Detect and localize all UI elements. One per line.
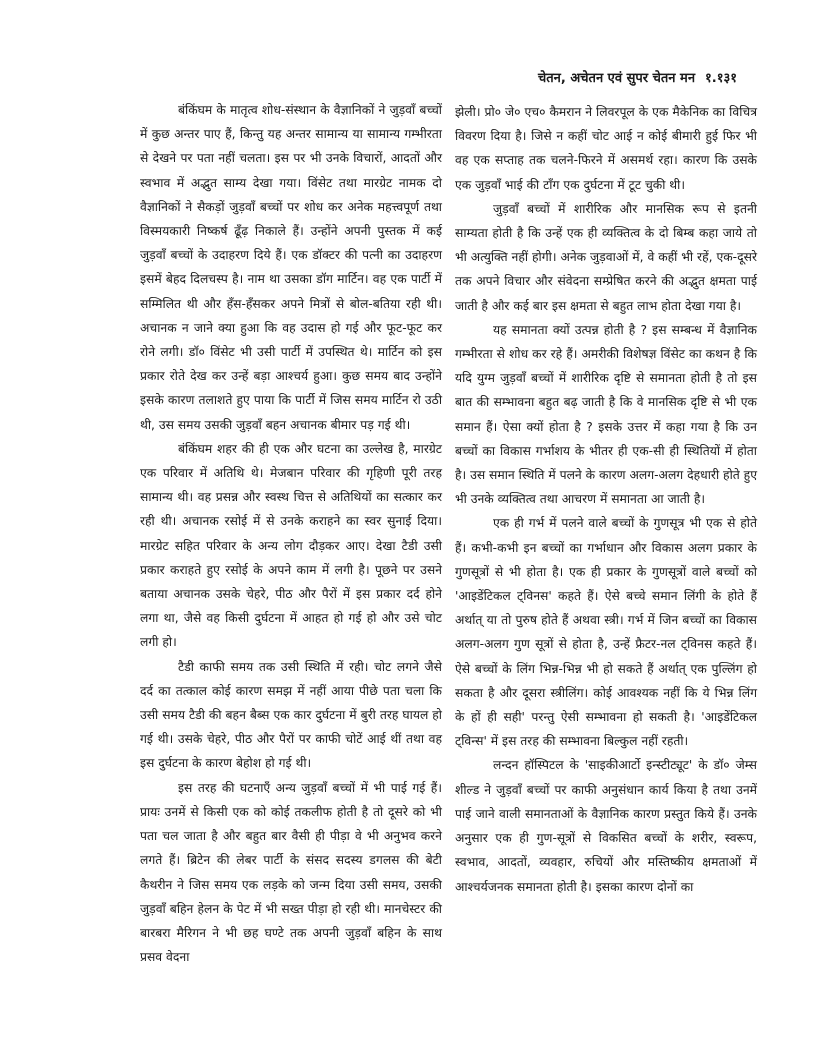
paragraph: टैडी काफी समय तक उसी स्थिति में रही। चोट लगने जैसे दर्द का तत्काल कोई कारण समझ में नहीं आया पीछे पता चला कि उसी समय टैडी की बहन बैब्स एक कार दुर्घटना में बुरी तरह घायल हो गई थी। उसके चेहरे, पीठ और पैरों पर काफी चोटें आई थीं तथा वह इस दुर्घटना के कारण बेहोश हो गई थी। [140,659,442,771]
paragraph: इस तरह की घटनाएँ अन्य जुड़वाँ बच्चों में भी पाई गई हैं। प्रायः उनमें से किसी एक को कोई तकलीफ होती है तो दूसरे को भी पता चल जाता है और बहुत बार वैसी ही पीड़ा वे भी अनुभव करने लगते हैं। ब्रिटेन की लेबर पार्टी के संसद सदस्य डगलस की बेटी कैथरीन ने जिस समय एक लड़के को जन्म दिया उसी समय, उसकी जुड़वाँ बहिन हेलन के पेट में भी सख्त पीड़ा हो रही थी। मानचेस्टर की बारबरा मैरिगन ने भी छह घण्टे तक अपनी जुड़वाँ बहिन के साथ प्रसव वेदना [140,780,442,965]
paragraph: एक ही गर्भ में पलने वाले बच्चों के गुणसूत्र भी एक से होते हैं। कभी-कभी इन बच्चों का गर्भाधान और विकास अलग प्रकार के गुणसूत्रों से भी होता है। एक ही प्रकार के गुणसूत्रों वाले बच्चों को 'आइडेंटिकल ट्विनस' कहते हैं। ऐसे बच्चे समान लिंगी के होते हैं अर्थात् या तो पुरुष होते हैं अथवा स्त्री। गर्भ में जिन बच्चों का विकास अलग-अलग गुण सूत्रों से होता है, उन्हें फ्रैटर-नल ट्विनस कहते हैं। ऐसे बच्चों के लिंग भिन्न-भिन्न भी हो सकते हैं अर्थात् एक पुल्लिंग हो सकता है और दूसरा स्त्रीलिंग। कोई आवश्यक नहीं कि ये भिन्न लिंग के हों ही सही' परन्तु ऐसी सम्भावना हो सकती है। 'आइडेंटिकल ट्विन्स' में इस तरह की सम्भावना बिल्कुल नहीं रहती। [455,516,757,749]
paragraph: लन्दन हॉस्पिटल के 'साइकीआर्टो इन्स्टीट्यूट' के डॉ० जेम्स शील्ड ने जुड़वाँ बच्चों पर काफी अनुसंधान कार्य किया है तथा उनमें पाई जाने वाली समानताओं के वैज्ञानिक कारण प्रस्तुत किये हैं। उनके अनुसार एक ही गुण-सूत्रों से विकसित बच्चों के शरीर, स्वरूप, स्वभाव, आदतों, व्यवहार, रुचियों और मस्तिष्कीय क्षमताओं में आश्चर्यजनक समानता होती है। इसका कारण दोनों का [455,758,757,894]
paragraph: यह समानता क्यों उत्पन्न होती है ? इस सम्बन्ध में वैज्ञानिक गम्भीरता से शोध कर रहे हैं। अमरीकी विशेषज्ञ विंसेट का कथन है कि यदि युग्म जुड़वाँ बच्चों में शारीरिक दृष्टि से समानता होती है तो इस बात की सम्भावना बहुत बढ़ जाती है कि वे मानसिक दृष्टि से भी एक समान हैं। ऐसा क्यों होता है ? इसके उत्तर में कहा गया है कि उन बच्चों का विकास गर्भाशय के भीतर ही एक-सी ही स्थितियों में होता है। उस समान स्थिति में पलने के कारण अलग-अलग देहधारी होते हुए भी उनके व्यक्तित्व तथा आचरण में समानता आ जाती है। [455,322,758,507]
paragraph: बंकिंघम के मातृत्व शोध-संस्थान के वैज्ञानिकों ने जुड़वाँ बच्चों में कुछ अन्तर पाए हैं, किन्तु यह अन्तर सामान्य या सामान्य गम्भीरता से देखने पर पता नहीं चलता। इस पर भी उनके विचारों, आदतों और स्वभाव में अद्भुत साम्य देखा गया। विंसेट तथा मारग्रेट नामक दो वैज्ञानिकों ने सैकड़ों जुड़वाँ बच्चों पर शोध कर अनेक महत्त्वपूर्ण तथा विस्मयकारी निष्कर्ष ढूँढ़ निकाले हैं। उन्होंने अपनी पुस्तक में कई जुड़वाँ बच्चों के उदाहरण दिये हैं। एक डॉक्टर की पत्नी का उदाहरण इसमें बेहद दिलचस्प है। नाम था उसका डॉग मार्टिन। वह एक पार्टी में सम्मिलित थी और हँस-हँसकर अपने मित्रों से बोल-बतिया रही थी। अचानक न जाने क्या हुआ कि वह उदास हो गई और फूट-फूट कर रोने लगी। डॉ० विंसेट भी उसी पार्टी में उपस्थित थे। मार्टिन को इस प्रकार रोते देख कर उन्हें बड़ा आश्चर्य हुआ। कुछ समय बाद उन्होंने इसके कारण तलाशते हुए पाया कि पार्टी में जिस समय मार्टिन रो उठी थी, उस समय उसकी जुड़वाँ बहन अचानक बीमार पड़ गई थी। [140,103,442,432]
paragraph: जुड़वाँ बच्चों में शारीरिक और मानसिक रूप से इतनी साम्यता होती है कि उन्हें एक ही व्यक्तित्व के दो बिम्ब कहा जाये तो भी अत्युक्ति नहीं होगी। अनेक जुड़वाओं में, वे कहीं भी रहें, एक-दूसरे तक अपने विचार और संवेदना सम्प्रेषित करने की अद्भुत क्षमता पाई जाती है और कई बार इस क्षमता से बहुत लाभ होता देखा गया है। [455,201,757,313]
running-header [538,68,758,86]
page-number: १.१३१ [705,71,738,86]
running-title: चेतन, अचेतन एवं सुपर चेतन मन [538,71,696,86]
left-column [140,98,442,969]
paragraph: झेली। प्रो० जे० एच० कैमरान ने लिवरपूल के एक मैकेनिक का विचित्र विवरण दिया है। जिसे न कहीं चोट आई न कोई बीमारी हुई फिर भी वह एक सप्ताह तक चलने-फिरने में असमर्थ रहा। कारण कि उसके एक जुड़वाँ भाई की टाँग एक दुर्घटना में टूट चुकी थी। [455,105,757,192]
paragraph: बंकिंघम शहर की ही एक और घटना का उल्लेख है, मारग्रेट एक परिवार में अतिथि थे। मेजबान परिवार की गृहिणी पूरी तरह सामान्य थी। वह प्रसन्न और स्वस्थ चित्त से अतिथियों का सत्कार कर रही थी। अचानक रसोई में से उनके कराहने का स्वर सुनाई दिया। मारग्रेट सहित परिवार के अन्य लोग दौड़कर आए। देखा टैडी उसी प्रकार कराहते हुए रसोई के अपने काम में लगी है। पूछने पर उसने बताया अचानक उसके चेहरे, पीठ और पैरों में इस प्रकार दर्द होने लगा था, जैसे वह किसी दुर्घटना में आहत हो गई हो और उसे चोट लगी हो। [140,441,442,650]
right-column [455,100,757,899]
